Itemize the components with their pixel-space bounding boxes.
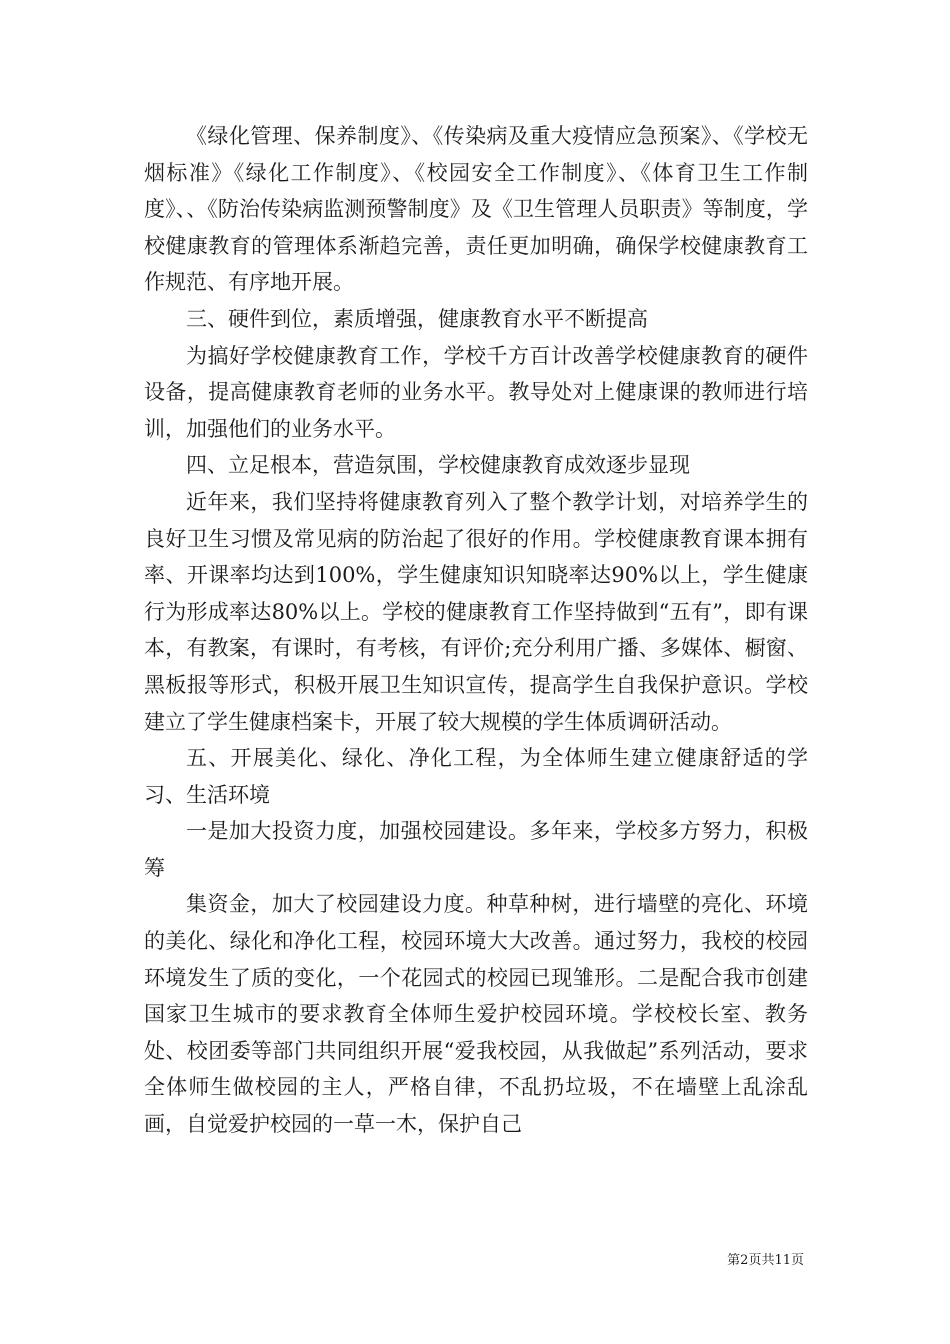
- paragraph-foundation: 近年来，我们坚持将健康教育列入了整个教学计划，对培养学生的良好卫生习惯及常见病的防治起了很好的作用。学校健康教育课本拥有率、开课率均达到100%，学生健康知识知晓率达90%以上，学生健康行为形成率达80%以上。学校的健康教育工作坚持做到“五有”，即有课本，有教案，有课时，有考核，有评价;充分利用广播、多媒体、橱窗、黑板报等形式，积极开展卫生知识宣传，提高学生自我保护意识。学校建立了学生健康档案卡，开展了较大规模的学生体质调研活动。: [144, 489, 808, 734]
- paragraph-investment: 一是加大投资力度，加强校园建设。多年来，学校多方努力，积极筹: [144, 819, 808, 880]
- section-heading-foundation: 四、立足根本，营造氛围，学校健康教育成效逐步显现: [186, 453, 690, 478]
- paragraph-campus-construction: 集资金，加大了校园建设力度。种草种树，进行墙壁的亮化、环境的美化、绿化和净化工程，校园环境大大改善。通过努力，我校的校园环境发生了质的变化，一个花园式的校园已现雏形。二是配合我市创建国家卫生城市的要求教育全体师生爱护校园环境。学校校长室、教务处、校团委等部门共同组织开展“爱我校园，从我做起”系列活动，要求全体师生做校园的主人，严格自律，不乱扔垃圾，不在墙壁上乱涂乱画，自觉爱护校园的一草一木，保护自己: [144, 892, 808, 1137]
- body-text: [144, 118, 808, 1143]
- section-heading-environment: 五、开展美化、绿化、净化工程，为全体师生建立健康舒适的学习、生活环境: [144, 746, 808, 807]
- paragraph-regulations: 《绿化管理、保养制度》、《传染病及重大疫情应急预案》、《学校无烟标准》《绿化工作制度》、《校园安全工作制度》、《体育卫生工作制度》、、《防治传染病监测预警制度》及《卫生管理人员职责》等制度，学校健康教育的管理体系渐趋完善，责任更加明确，确保学校健康教育工作规范、有序地开展。: [144, 124, 808, 295]
- page-number: 第2页共11页: [727, 1253, 804, 1268]
- section-heading-hardware: 三、硬件到位，素质增强，健康教育水平不断提高: [186, 306, 648, 331]
- paragraph-hardware: 为搞好学校健康教育工作，学校千方百计改善学校健康教育的硬件设备，提高健康教育老师的业务水平。教导处对上健康课的教师进行培训，加强他们的业务水平。: [144, 343, 808, 441]
